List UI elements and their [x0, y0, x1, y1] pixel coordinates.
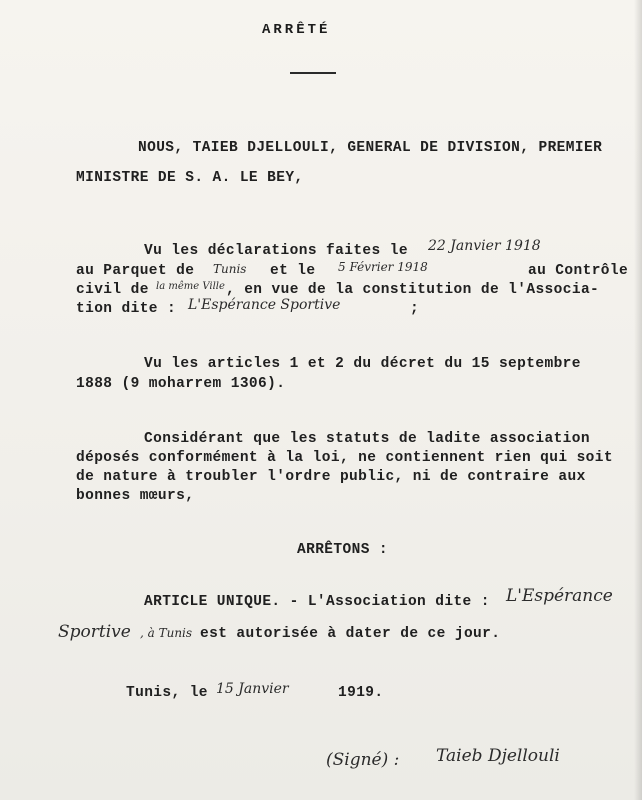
article-association-name-1: L'Espérance: [506, 586, 613, 606]
title-underline: [290, 72, 336, 74]
vu1-text-2: au Parquet de: [76, 263, 195, 279]
vu1-text-4: au Contrôle: [528, 263, 629, 279]
vu1-city-1: Tunis: [213, 262, 247, 276]
dateline-prefix: Tunis, le: [126, 685, 208, 701]
vu1-date-1: 22 Janvier 1918: [428, 238, 541, 254]
dateline-year: 1919.: [338, 685, 384, 701]
considerant-line-4: bonnes mœurs,: [76, 488, 195, 504]
vu1-date-2: 5 Février 1918: [338, 260, 428, 274]
document-title: ARRÊTÉ: [262, 22, 331, 38]
signature-name: Taieb Djellouli: [436, 746, 560, 766]
article-label: ARTICLE UNIQUE. - L'Association dite :: [144, 594, 490, 610]
vu1-city-2: la même Ville: [156, 281, 225, 292]
arretons-heading: ARRÊTONS :: [297, 542, 389, 558]
vu2-line-2: 1888 (9 moharrem 1306).: [76, 376, 286, 392]
article-location: , à Tunis: [140, 626, 193, 640]
signature-signe: (Signé) :: [326, 750, 400, 770]
article-rest: est autorisée à dater de ce jour.: [200, 626, 501, 642]
dateline-date: 15 Janvier: [216, 681, 289, 697]
considerant-line-2: déposés conformément à la loi, ne contiennent rien qui soit: [76, 450, 613, 466]
vu1-association-name: L'Espérance Sportive: [188, 297, 341, 313]
considerant-line-3: de nature à troubler l'ordre public, ni de contraire aux: [76, 469, 586, 485]
vu1-text-5: civil de: [76, 282, 149, 298]
vu1-text-8: ;: [410, 301, 420, 317]
considerant-line-1: Considérant que les statuts de ladite association: [144, 431, 590, 447]
preamble-line-1: NOUS, TAIEB DJELLOULI, GENERAL DE DIVISION, PREMIER: [138, 140, 603, 156]
page-edge-shadow: [634, 0, 642, 800]
vu1-text-6: , en vue de la constitution de l'Associa-: [226, 282, 600, 298]
preamble-line-2: MINISTRE DE S. A. LE BEY,: [76, 170, 304, 186]
article-association-name-2: Sportive: [58, 622, 131, 642]
vu2-line-1: Vu les articles 1 et 2 du décret du 15 septembre: [144, 356, 581, 372]
vu1-text-1: Vu les déclarations faites le: [144, 243, 408, 259]
vu1-text-7: tion dite :: [76, 301, 177, 317]
vu1-text-3: et le: [270, 263, 316, 279]
